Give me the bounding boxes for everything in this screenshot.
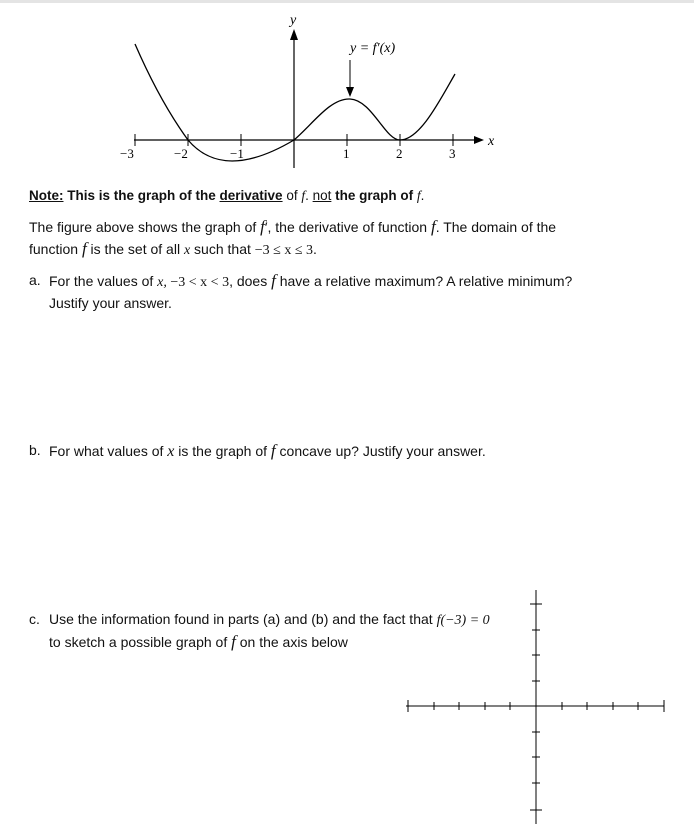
part-a-label: a. [29,272,41,288]
x-tick-label: 2 [396,146,403,161]
derivative-word: derivative [219,188,283,203]
curve-label: y = f′(x) [350,41,396,56]
part-a-question: For the values of x, −3 < x < 3, does f have a relative maximum? A relative minimum? Justify your answer. [49,271,573,311]
note-line: Note: This is the graph of the derivative of f. not the graph of f. [29,188,425,203]
x-tick-label: −1 [230,146,244,161]
y-axis-label: y [290,13,297,28]
part-b-question: For what values of x is the graph of f concave up? Justify your answer. [49,441,486,460]
x-tick-label: 1 [343,146,350,161]
intro-line-2: function f is the set of all x such that −3 ≤ x ≤ 3. [29,239,317,258]
part-c-label: c. [29,611,40,627]
note-prefix: Note: [29,188,64,203]
intro-line-1: The figure above shows the graph of f′, the derivative of function f. The domain of the [29,217,557,236]
part-c-question: Use the information found in parts (a) and (b) and the fact that f(−3) = 0 to sketch a possible graph of f on the axis below [49,611,490,651]
x-axis-label: x [488,134,495,149]
part-b-label: b. [29,442,41,458]
x-tick-label: 3 [449,146,456,161]
x-tick-label: −3 [120,146,134,161]
not-word: not [312,188,332,203]
x-tick-label: −2 [174,146,188,161]
